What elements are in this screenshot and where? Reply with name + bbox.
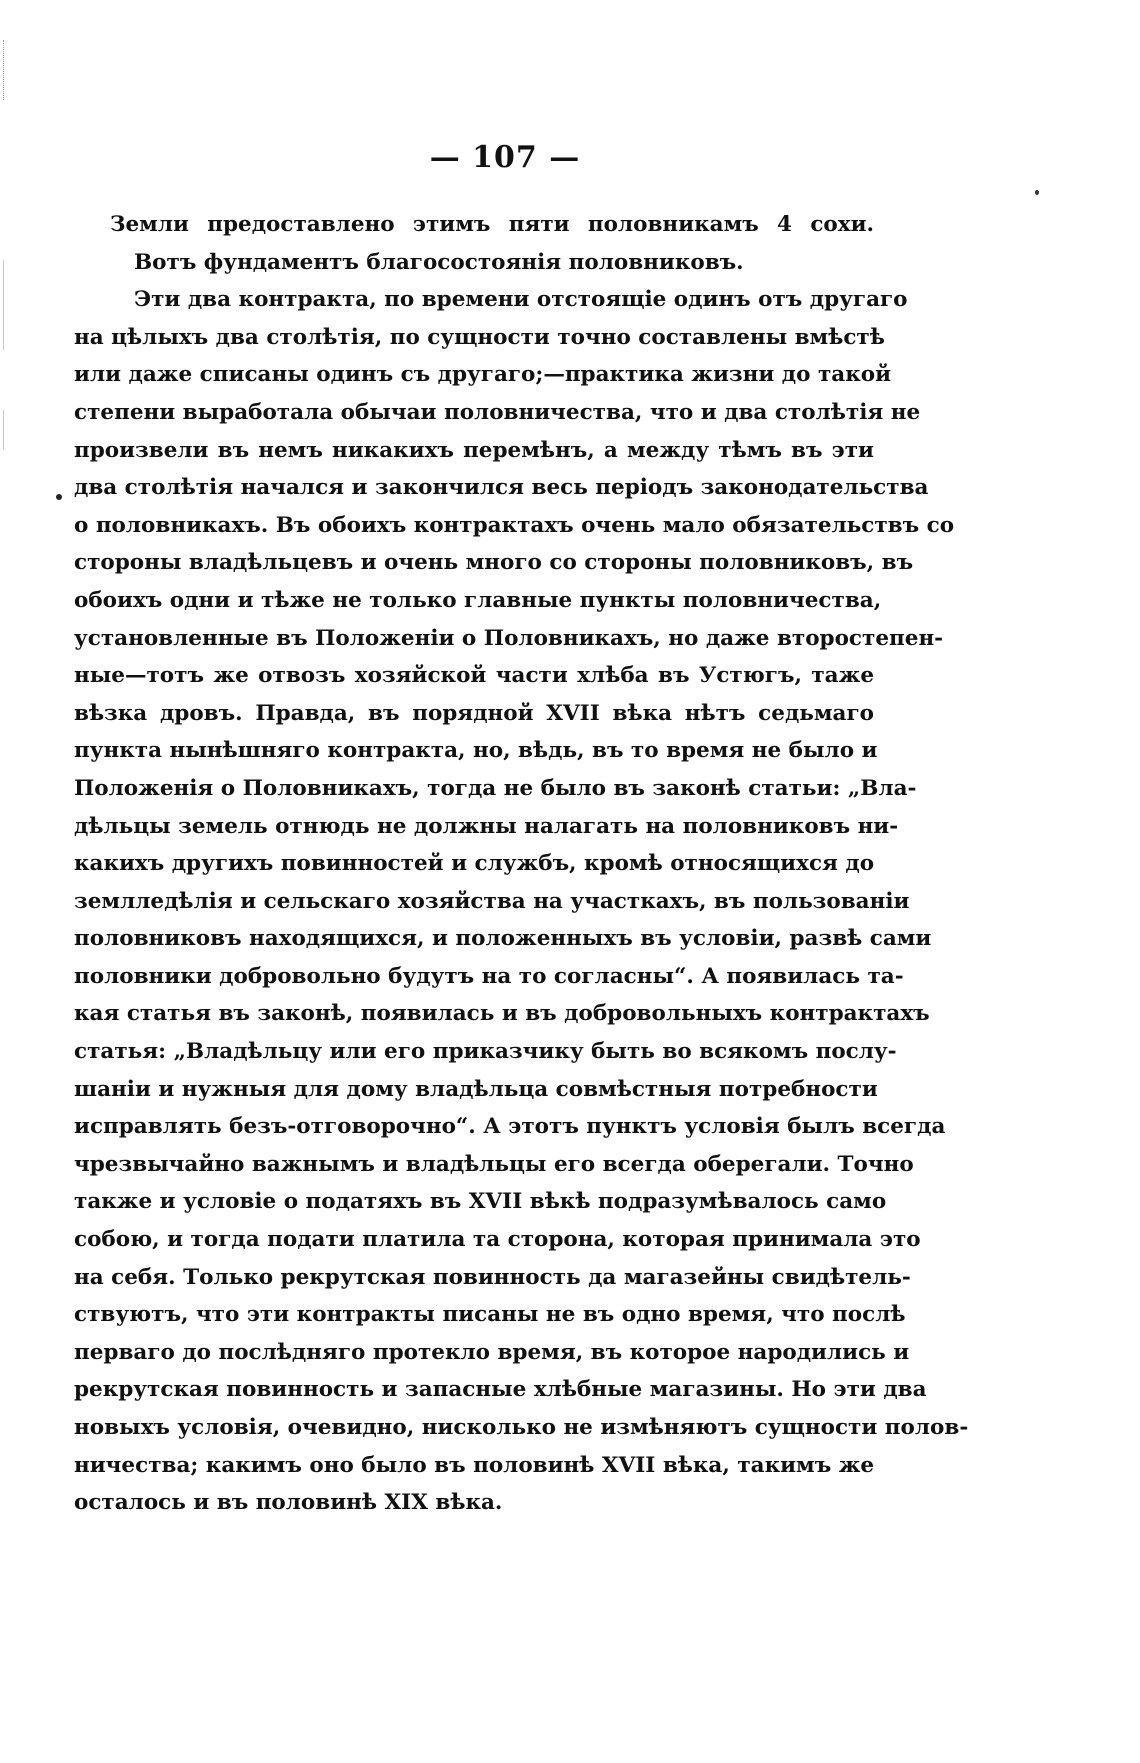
text-line: на себя. Только рекрутская повинность да магазейны свидѣтель-	[74, 1264, 911, 1290]
text-line: новыхъ условія, очевидно, нисколько не измѣняютъ сущности полов-	[74, 1415, 969, 1440]
text-line: осталось и въ половинѣ XIX вѣка.	[74, 1490, 503, 1516]
text-line: два столѣтія начался и закончился весь періодъ законодательства	[74, 475, 929, 501]
text-line: исправлять безъ-отговорочно“. А этотъ пунктъ условія былъ всегда	[74, 1114, 946, 1140]
text-line: кая статья въ законѣ, появилась и въ добровольныхъ контрактахъ	[74, 1001, 930, 1027]
text-line: рекрутская повинность и запасные хлѣбные магазины. Но эти два	[74, 1377, 927, 1403]
text-line: установленные въ Положеніи о Половникахъ, но даже второстепен-	[74, 625, 944, 651]
text-line: произвели въ немъ никакихъ перемѣнъ, а между тѣмъ въ эти	[74, 437, 874, 463]
text-line: ствуютъ, что эти контракты писаны не въ одно время, что послѣ	[74, 1302, 906, 1328]
text-line: собою, и тогда подати платила та сторона, которая принимала это	[74, 1227, 921, 1253]
text-line: о половникахъ. Въ обоихъ контрактахъ очень мало обязательствъ со	[74, 512, 955, 538]
text-line: также и условіе о податяхъ въ XVII вѣкѣ подразумѣвалось само	[74, 1189, 887, 1215]
text-line: ные—тотъ же отвозъ хозяйской части хлѣба въ Устюгъ, таже	[74, 663, 874, 689]
text-line: степени выработала обычаи половничества, что и два столѣтія не	[74, 399, 921, 425]
text-line: дѣльцы земель отнюдь не должны налагать на половниковъ ни-	[74, 813, 899, 839]
text-line: на цѣлыхъ два столѣтія, по сущности точно составлены вмѣстѣ	[74, 324, 885, 350]
text-line: Вотъ фундаментъ благосостоянія половниковъ.	[134, 249, 744, 275]
text-line: перваго до послѣдняго протекло время, въ которое народились и	[74, 1339, 910, 1365]
text-line: половниковъ находящихся, и положенныхъ въ условіи, развѣ сами	[74, 926, 932, 952]
text-line: чрезвычайно важнымъ и владѣльцы его всегда оберегали. Точно	[74, 1151, 914, 1177]
text-line: ничества; какимъ оно было въ половинѣ XVII вѣка, такимъ же	[74, 1452, 875, 1478]
scan-edge-mark	[3, 410, 5, 450]
text-line: обоихъ одни и тѣже не только главные пункты половничества,	[74, 587, 882, 613]
text-line: Положенія о Половникахъ, тогда не было въ законѣ статьи: „Вла-	[74, 775, 917, 801]
scan-edge-mark	[3, 40, 5, 100]
scan-edge-mark	[3, 260, 5, 350]
text-line: стороны владѣльцевъ и очень много со стороны половниковъ, въ	[74, 550, 914, 576]
text-line: половники добровольно будутъ на то согласны“. А появилась та-	[74, 963, 904, 989]
text-line: шаніи и нужныя для дому владѣльца совмѣстныя потребности	[74, 1076, 878, 1102]
page-number: — 107 —	[429, 140, 581, 175]
text-line: статья: „Владѣльцу или его приказчику быть во всякомъ послу-	[74, 1039, 897, 1065]
text-line: вѣзка дровъ. Правда, въ порядной XVII вѣка нѣтъ седьмаго	[74, 700, 874, 726]
text-line: Эти два контракта, по времени отстоящіе одинъ отъ другаго	[134, 287, 908, 313]
text-line: пункта нынѣшняго контракта, но, вѣдь, въ то время не было и	[74, 738, 878, 764]
text-line: Земли предоставлено этимъ пяти половникамъ 4 сохи.	[110, 212, 874, 237]
text-line: какихъ другихъ повинностей и службъ, кромѣ относящихся до	[74, 851, 875, 877]
margin-ink-dot	[56, 494, 62, 500]
text-line: или даже списаны одинъ съ другаго;—практика жизни до такой	[74, 362, 892, 388]
ink-speck	[1035, 190, 1039, 195]
text-line: землледѣлія и сельскаго хозяйства на участкахъ, въ пользованіи	[74, 888, 910, 914]
body-text	[74, 206, 969, 1522]
